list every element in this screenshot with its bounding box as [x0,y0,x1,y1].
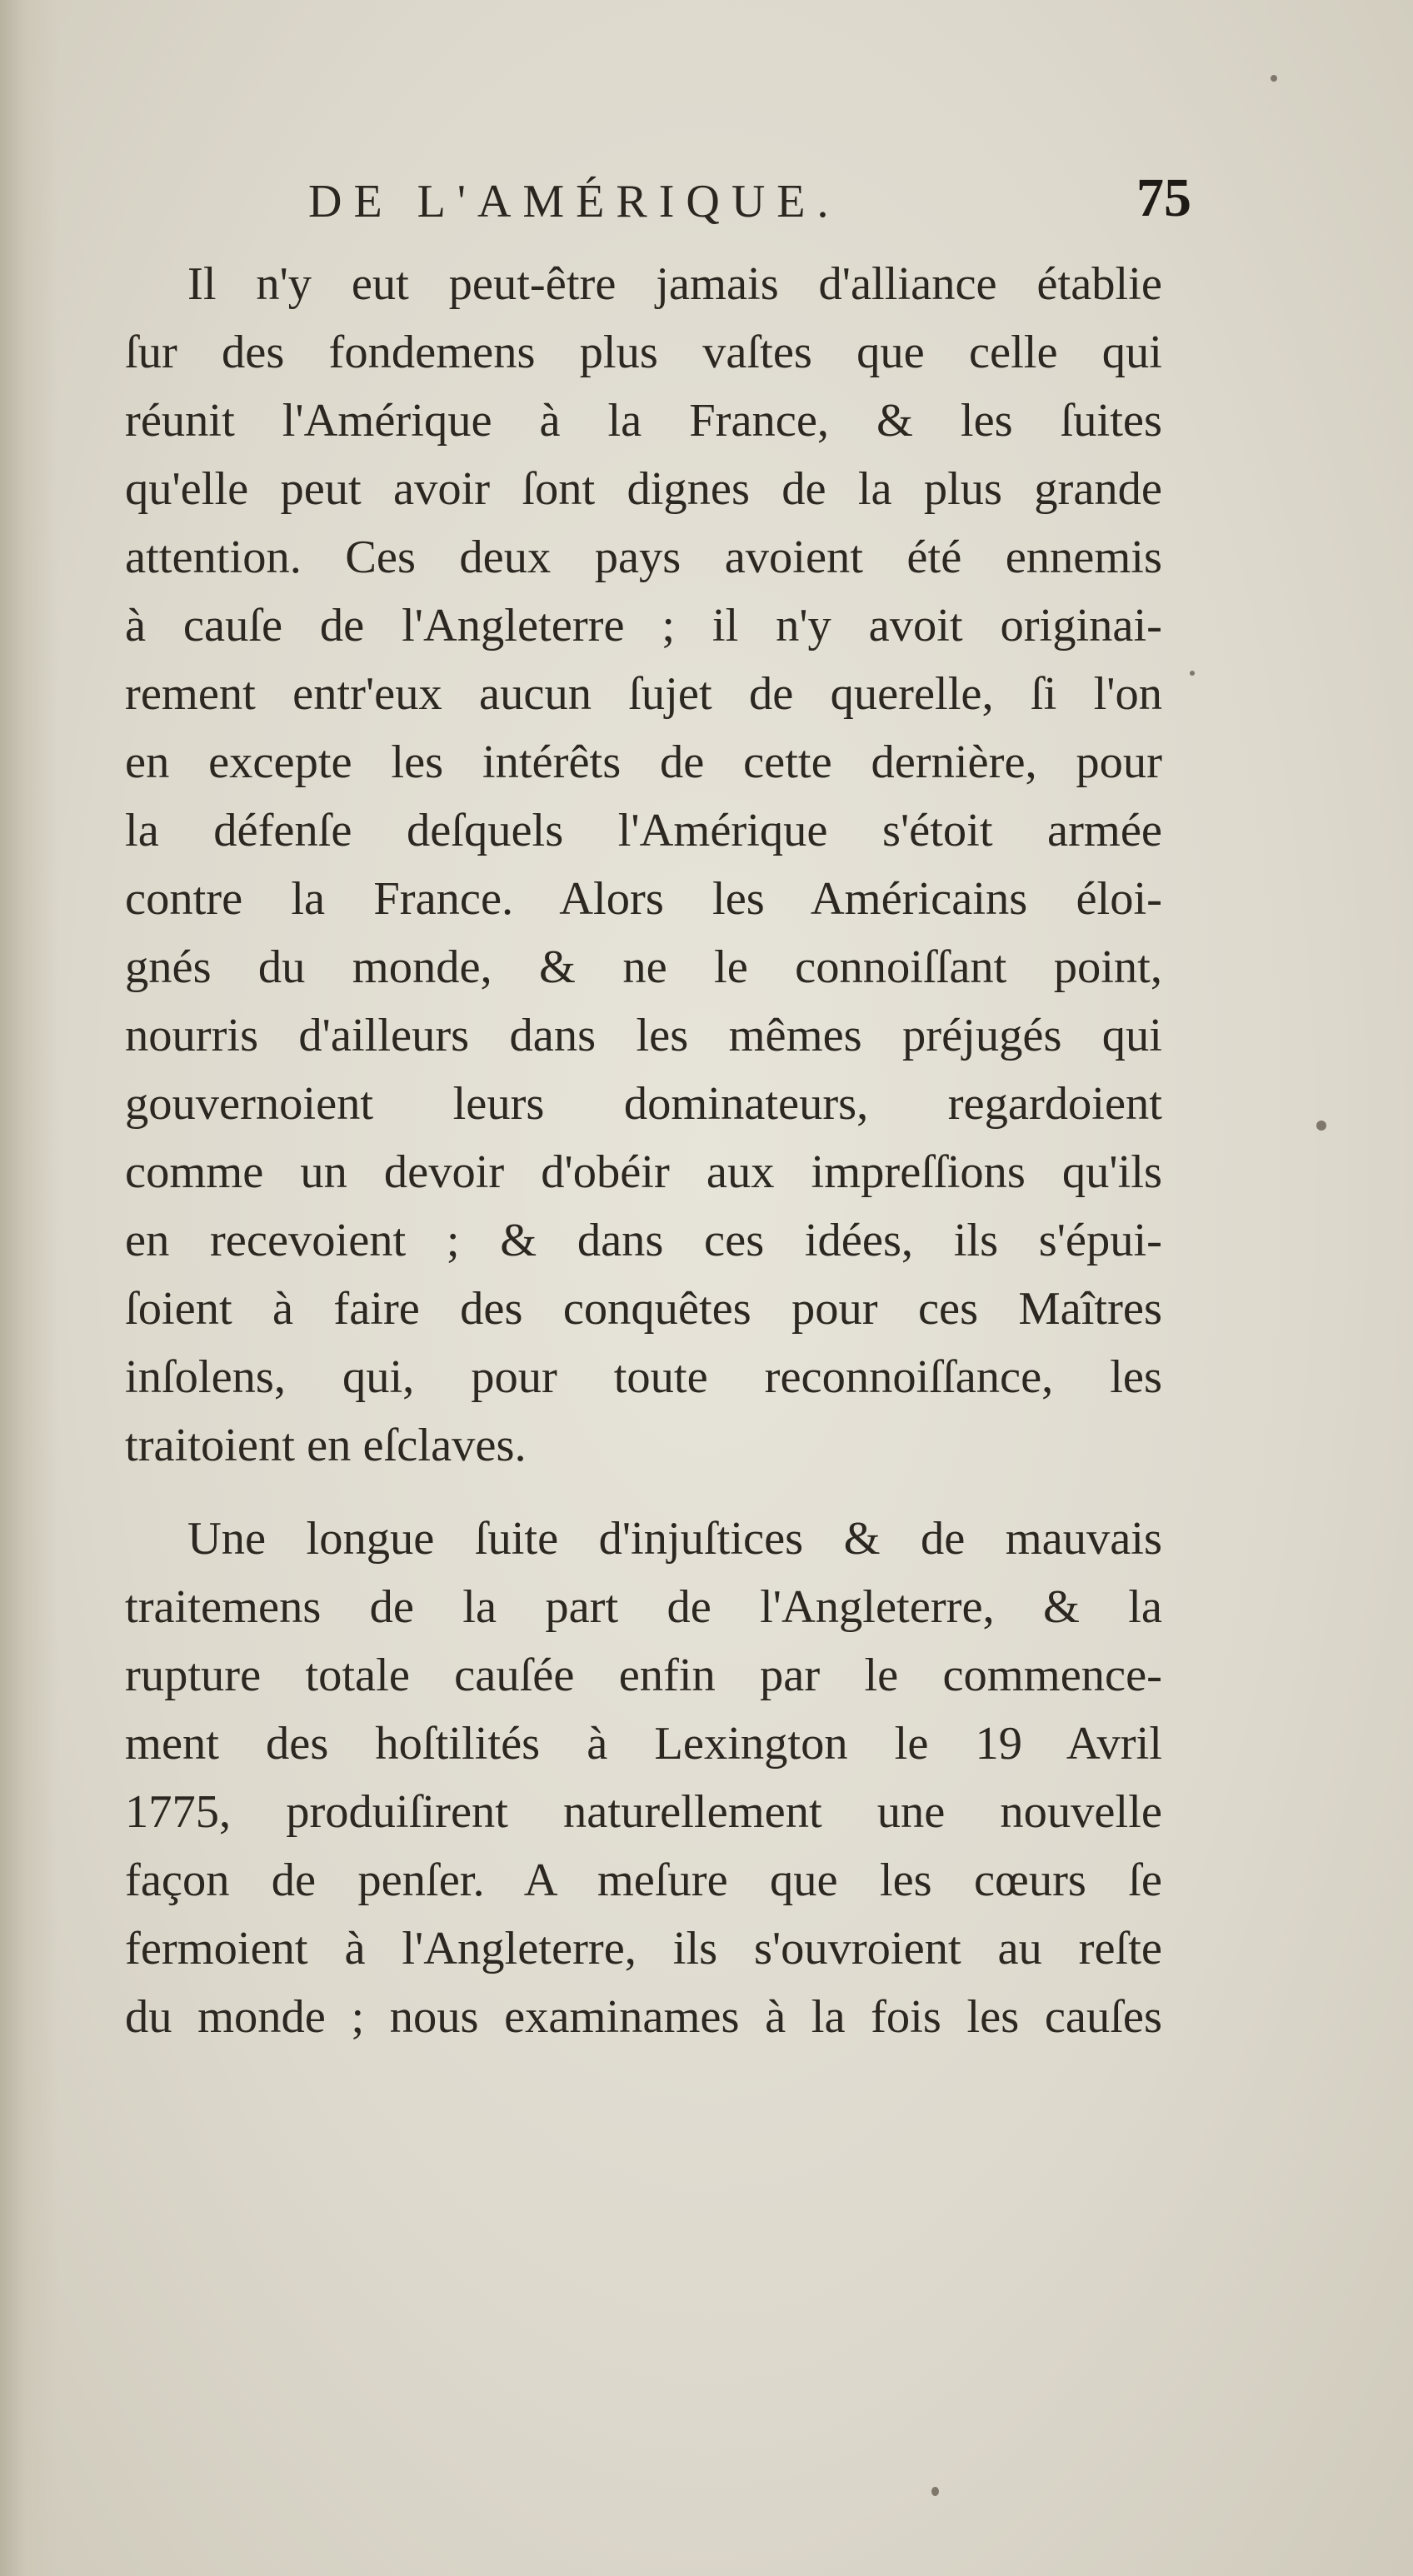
paper-speck [931,2487,939,2496]
spine-shadow [0,0,58,2576]
text-line: rupture totale cauſée enfin par le commence- [125,1650,1162,1701]
text-line: nourris d'ailleurs dans les mêmes préjugés qui [125,1010,1162,1061]
paragraph-2 [125,1505,1162,2051]
text-line: traitoient en eſclaves. [125,1420,527,1471]
text-line: ment des hoſtilités à Lexington le 19 Avril [125,1718,1162,1770]
text-line: fermoient à l'Angleterre, ils s'ouvroient au reſte [125,1923,1162,1974]
text-line: en excepte les intérêts de cette dernière, pour [125,736,1162,788]
text-line: contre la France. Alors les Américains éloi- [125,873,1162,925]
running-head [308,167,1191,233]
text-line: façon de penſer. A meſure que les cœurs ſe [125,1855,1162,1906]
paragraph-1 [125,250,1162,1480]
text-line: traitemens de la part de l'Angleterre, & la [125,1581,1162,1633]
text-line: attention. Ces deux pays avoient été ennemis [125,532,1162,583]
paper-speck [1190,671,1195,676]
text-line: 1775, produiſirent naturellement une nouvelle [125,1786,1162,1838]
text-line: réunit l'Amérique à la France, & les ſuites [125,395,1162,447]
text-line: gnés du monde, & ne le connoiſſant point, [125,941,1162,993]
text-line: Il n'y eut peut-être jamais d'alliance établie [187,258,1162,310]
text-line: ſur des fondemens plus vaſtes que celle qui [125,327,1162,378]
text-line: Une longue ſuite d'injuſtices & de mauvais [187,1513,1162,1565]
text-line: ſoient à faire des conquêtes pour ces Maîtres [125,1283,1162,1335]
text-line: gouvernoient leurs dominateurs, regardoient [125,1078,1162,1130]
text-line: inſolens, qui, pour toute reconnoiſſance, les [125,1351,1162,1403]
text-line: rement entr'eux aucun ſujet de querelle, ſi l'on [125,668,1162,720]
text-line: à cauſe de l'Angleterre ; il n'y avoit originai- [125,600,1162,651]
text-line: la défenſe deſquels l'Amérique s'étoit armée [125,805,1162,856]
running-title: DE L'AMÉRIQUE. [308,176,841,227]
text-line: qu'elle peut avoir ſont dignes de la plus grande [125,463,1162,515]
body-text [125,250,1162,2051]
page-number: 75 [1136,167,1191,228]
text-line: du monde ; nous examinames à la fois les cauſes [125,1991,1162,2043]
text-line: en recevoient ; & dans ces idées, ils s'épui- [125,1215,1162,1266]
paper-speck [1271,75,1277,82]
text-line: comme un devoir d'obéir aux impreſſions qu'ils [125,1146,1162,1198]
paper-speck [1316,1121,1326,1131]
